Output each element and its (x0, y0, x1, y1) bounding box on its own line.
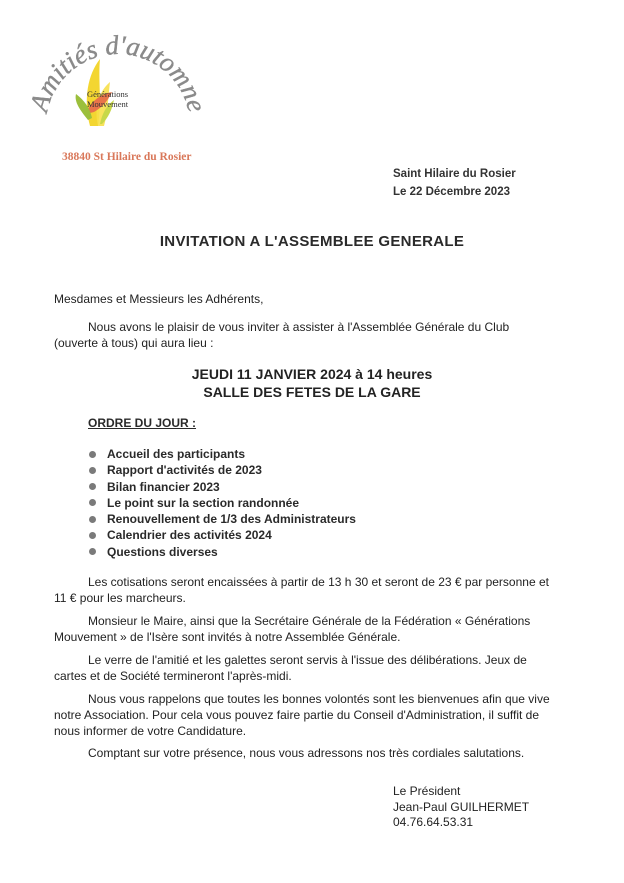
agenda-item (88, 479, 356, 495)
agenda-item (88, 495, 356, 511)
event-date: JEUDI 11 JANVIER 2024 à 14 heures (191, 366, 433, 382)
agenda-item (88, 544, 356, 560)
agenda-item (88, 511, 356, 527)
place: Saint Hilaire du Rosier (393, 168, 516, 180)
signature-name: Jean-Paul GUILHERMET (393, 799, 530, 814)
event-block (0, 365, 624, 401)
agenda-item (88, 446, 356, 462)
bullet-icon (89, 499, 96, 506)
agenda-item-label: Le point sur la section randonnée (107, 495, 300, 510)
agenda-item-label: Accueil des participants (107, 447, 246, 461)
agenda-item (88, 527, 356, 543)
document-title: INVITATION A L'ASSEMBLEE GENERALE (159, 233, 465, 250)
club-address: 38840 St Hilaire du Rosier (62, 151, 192, 163)
bullet-icon (89, 532, 96, 539)
date: Le 22 Décembre 2023 (393, 186, 510, 198)
logo-sub-line2: Mouvement (87, 99, 129, 109)
logo-arc-text: mitiés d'automn (30, 29, 208, 105)
place-date-block (393, 165, 516, 201)
salutation: Mesdames et Messieurs les Adhérents, (54, 292, 264, 306)
bullet-icon (89, 548, 96, 555)
agenda-item-label: Calendrier des activités 2024 (107, 528, 272, 543)
logo-graphic (28, 14, 208, 139)
agenda-heading: ORDRE DU JOUR : (88, 416, 197, 430)
event-location: SALLE DES FETES DE LA GARE (203, 384, 421, 400)
bullet-icon (89, 483, 96, 490)
bullet-icon (89, 451, 96, 458)
agenda-item-label: Questions diverses (107, 544, 218, 559)
paragraph-salutations: Comptant sur votre présence, nous vous adressons nos très cordiales salutations. (88, 746, 525, 760)
signature-role: Le Président (393, 784, 461, 798)
signature-phone: 04.76.64.53.31 (393, 815, 474, 829)
club-logo (28, 14, 208, 139)
agenda-list (88, 446, 356, 560)
paragraph-galettes: Le verre de l'amitié et les galettes seront servis à l'issue des délibérations. Jeux de cartes et de Société termineront l'après-midi. (54, 653, 527, 683)
agenda-item (88, 462, 356, 478)
agenda-item-label: Bilan financier 2023 (107, 479, 220, 494)
paragraph-invites: Monsieur le Maire, ainsi que la Secrétaire Générale de la Fédération « Générations Mouvement » de l'Isère sont invités à notre Assemblée Générale. (54, 614, 531, 644)
paragraph-benevoles: Nous vous rappelons que toutes les bonnes volontés sont les bienvenues afin que vive notre Association. Pour cela vous pouvez faire partie du Conseil d'Administration, il suffit de nous informer de votre Candidature. (54, 692, 550, 738)
signature-block (393, 784, 529, 831)
bullet-icon (89, 516, 96, 523)
agenda-item-label: Renouvellement de 1/3 des Administrateurs (107, 512, 356, 527)
paragraph-cotisations: Les cotisations seront encaissées à partir de 13 h 30 et seront de 23 € par personne et 11 € pour les marcheurs. (54, 575, 549, 605)
intro-paragraph: Nous avons le plaisir de vous inviter à assister à l'Assemblée Générale du Club (ouverte à tous) qui aura lieu : (54, 320, 510, 350)
bullet-icon (89, 467, 96, 474)
logo-sub-line1: Générations (87, 89, 129, 99)
agenda-item-label: Rapport d'activités de 2023 (107, 463, 262, 478)
